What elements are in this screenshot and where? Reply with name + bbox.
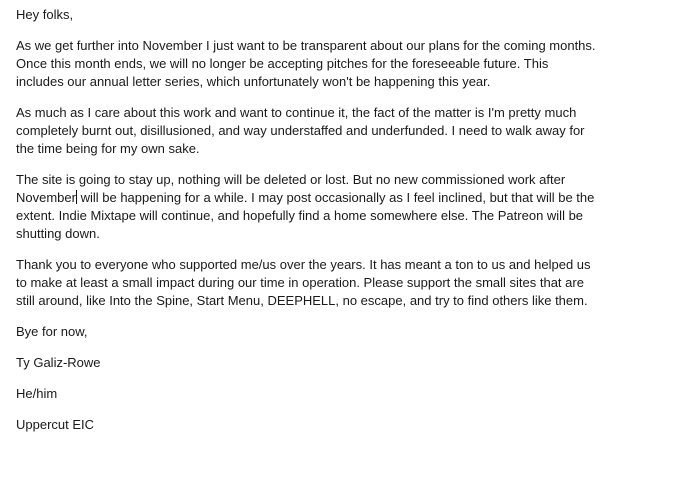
paragraph-site-status-part-2: will be happening for a while. I may post occasionally as I feel inclined, but that will be the extent. Indie Mixtape will continue, and hopefully find a home somewhere else. The Patreon will be shutting down. [16,190,595,241]
greeting: Hey folks, [16,7,74,22]
author-title: Uppercut EIC [16,417,95,432]
paragraph-site-status-part-1: The site is going to stay up, nothing will be deleted or lost. But no new commissioned work after November [16,172,566,205]
paragraph-pitches: As we get further into November I just want to be transparent about our plans for the coming months. Once this month ends, we will no longer be accepting pitches for the foreseeable future. This includes our annual letter series, which unfortunately won't be happening this year. [16,38,596,89]
document-body[interactable] [16,6,598,447]
paragraph-site-status [16,171,598,243]
signoff: Bye for now, [16,324,88,339]
author-name: Ty Galiz-Rowe [16,355,101,370]
paragraph-thanks: Thank you to everyone who supported me/us over the years. It has meant a ton to us and helped us to make at least a small impact during our time in operation. Please support the small sites that are still around, like Into the Spine, Start Menu, DEEPHELL, no escape, and try to find others like them. [16,257,591,308]
author-pronouns: He/him [16,386,58,401]
paragraph-burnout: As much as I care about this work and want to continue it, the fact of the matter is I'm pretty much completely burnt out, disillusioned, and way understaffed and underfunded. I need to walk away for the time being for my own sake. [16,105,585,156]
